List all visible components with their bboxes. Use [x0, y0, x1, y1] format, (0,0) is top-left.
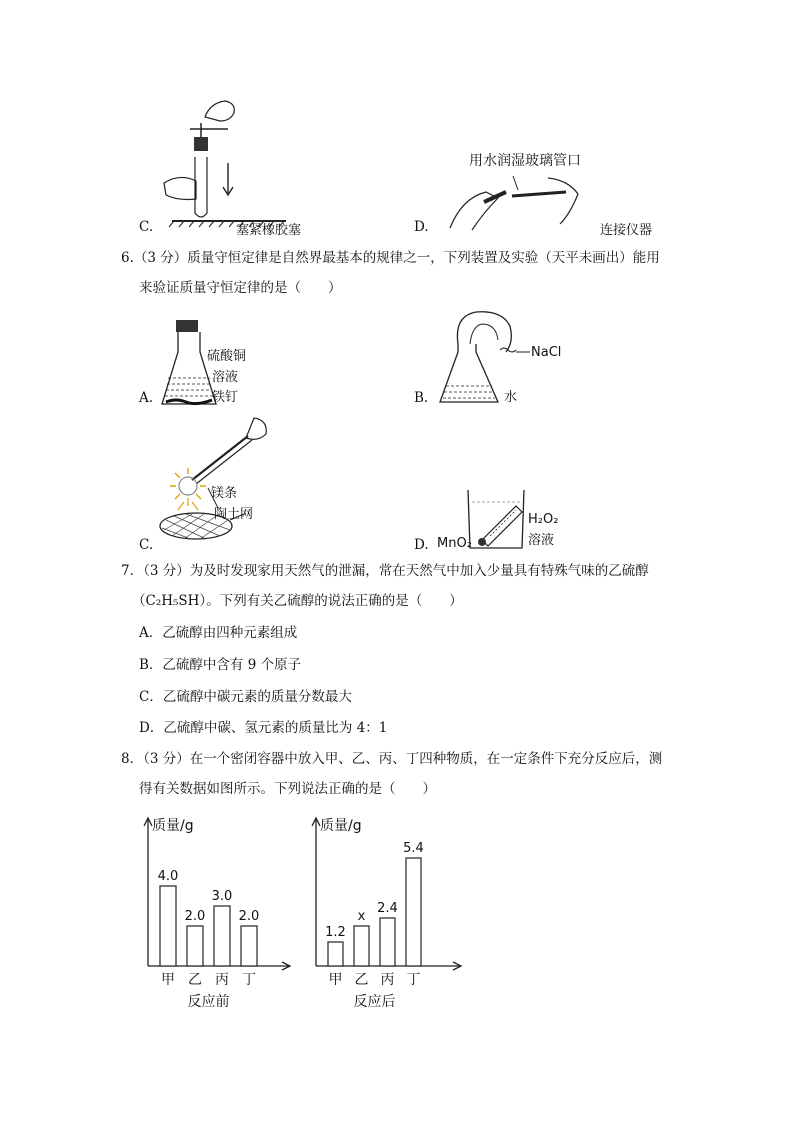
- stopper-icon: [176, 320, 198, 332]
- q6-b-flask: [436, 306, 536, 408]
- data-label: 5.4: [403, 841, 424, 856]
- tongs-icon: [192, 436, 248, 480]
- data-label: 2.0: [184, 909, 206, 924]
- q6-c-label-magnesium: 镁条: [211, 486, 238, 501]
- q6-a-label-copper-sulfate: 硫酸铜: [207, 349, 247, 364]
- data-label: 1.2: [325, 925, 346, 940]
- tick-label: 丙: [380, 972, 395, 988]
- q7-option-c: C．乙硫醇中碳元素的质量分数最大: [139, 689, 352, 705]
- q5-option-d-letter: D.: [414, 219, 429, 235]
- hand-icon: [205, 101, 234, 121]
- q6-a-label-solution: 溶液: [212, 370, 239, 385]
- y-axis-label: 质量/g: [320, 818, 362, 834]
- data-label: 2.4: [377, 901, 398, 916]
- q8-stem-line1: 8．（3 分）在一个密闭容器中放入甲、乙、丙、丁四种物质，在一定条件下充分反应后，测: [121, 751, 663, 767]
- chart-title: 反应后: [353, 994, 396, 1010]
- flask-icon: [162, 332, 216, 404]
- test-tube-icon: [482, 506, 522, 546]
- q5-c-illustration: [150, 95, 290, 230]
- q7-option-b: B．乙硫醇中含有 9 个原子: [139, 657, 302, 673]
- q6-stem-line2: 来验证质量守恒定律的是（ ）: [139, 280, 342, 296]
- q5-option-c-caption: 塞紧橡胶塞: [236, 223, 302, 238]
- bar: [328, 942, 343, 966]
- q7-stem-line2: （C₂H₅SH）。下列有关乙硫醇的说法正确的是（ ）: [132, 593, 463, 609]
- tick-label: 甲: [328, 972, 343, 988]
- q7-stem-line1: 7．（3 分）为及时发现家用天然气的泄漏，常在天然气中加入少量具有特殊气味的乙硫醇: [121, 563, 649, 579]
- iron-nail-icon: [166, 400, 212, 404]
- q6-option-b-letter: B.: [414, 390, 429, 406]
- tick-label: 甲: [161, 972, 175, 988]
- tick-label: 乙: [354, 972, 369, 988]
- q6-c-label-wire-gauze: 陶土网: [214, 507, 254, 522]
- data-label: 4.0: [157, 869, 179, 884]
- q6-a-label-iron-nail: 铁钉: [212, 390, 239, 405]
- bar: [380, 918, 395, 966]
- q6-stem-line1: 6.（3 分）质量守恒定律是自然界最基本的规律之一，下列装置及实验（天平未画出）能用: [121, 250, 660, 266]
- test-tube-icon: [195, 157, 207, 217]
- hand-icon: [246, 418, 266, 439]
- q5-option-d-caption: 连接仪器: [600, 223, 653, 238]
- data-label: x: [357, 909, 366, 924]
- chart-title: 反应前: [187, 994, 230, 1010]
- tick-label: 丙: [215, 972, 229, 988]
- q6-d-label-solution: 溶液: [528, 533, 555, 548]
- tick-label: 丁: [242, 972, 256, 988]
- q6-b-label-water: 水: [504, 390, 518, 405]
- bar: [187, 926, 203, 966]
- bar: [241, 926, 257, 966]
- q6-d-label-mno2: MnO₂: [437, 536, 472, 551]
- q6-d-label-h2o2: H₂O₂: [528, 512, 559, 527]
- flask-icon: [440, 344, 498, 402]
- bar: [354, 926, 369, 966]
- y-axis-label: 质量/g: [152, 818, 194, 834]
- chart-after-reaction: [296, 808, 476, 1013]
- flame-icon: [179, 477, 197, 495]
- q7-option-d: D．乙硫醇中碳、氢元素的质量比为 4：1: [139, 720, 388, 736]
- bar: [214, 906, 230, 966]
- glass-tube-icon: [512, 192, 566, 196]
- q5-option-d-top-caption: 用水润湿玻璃管口: [469, 153, 581, 169]
- stopper-icon: [194, 137, 208, 151]
- q6-b-label-nacl: NaCl: [531, 345, 562, 360]
- q6-a-flask: [158, 318, 220, 410]
- tick-label: 乙: [188, 972, 202, 988]
- balloon-icon: [457, 312, 511, 352]
- data-label: 2.0: [238, 909, 260, 924]
- q5-option-c-letter: C.: [139, 219, 154, 235]
- tick-label: 丁: [406, 972, 421, 988]
- bar: [160, 886, 176, 966]
- chart-before-reaction: [120, 808, 300, 1013]
- data-label: 3.0: [211, 889, 233, 904]
- q5-d-illustration: [440, 168, 600, 238]
- bar: [406, 858, 421, 966]
- q6-c-burning-magnesium: [158, 408, 278, 548]
- q6-option-c-letter: C.: [139, 537, 154, 553]
- q6-option-a-letter: A.: [139, 390, 154, 406]
- q7-option-a: A．乙硫醇由四种元素组成: [139, 625, 298, 641]
- catalyst-icon: [478, 538, 486, 546]
- q8-stem-line2: 得有关数据如图所示。下列说法正确的是（ ）: [139, 781, 436, 797]
- hand-icon: [548, 178, 578, 224]
- q6-option-d-letter: D.: [414, 537, 429, 553]
